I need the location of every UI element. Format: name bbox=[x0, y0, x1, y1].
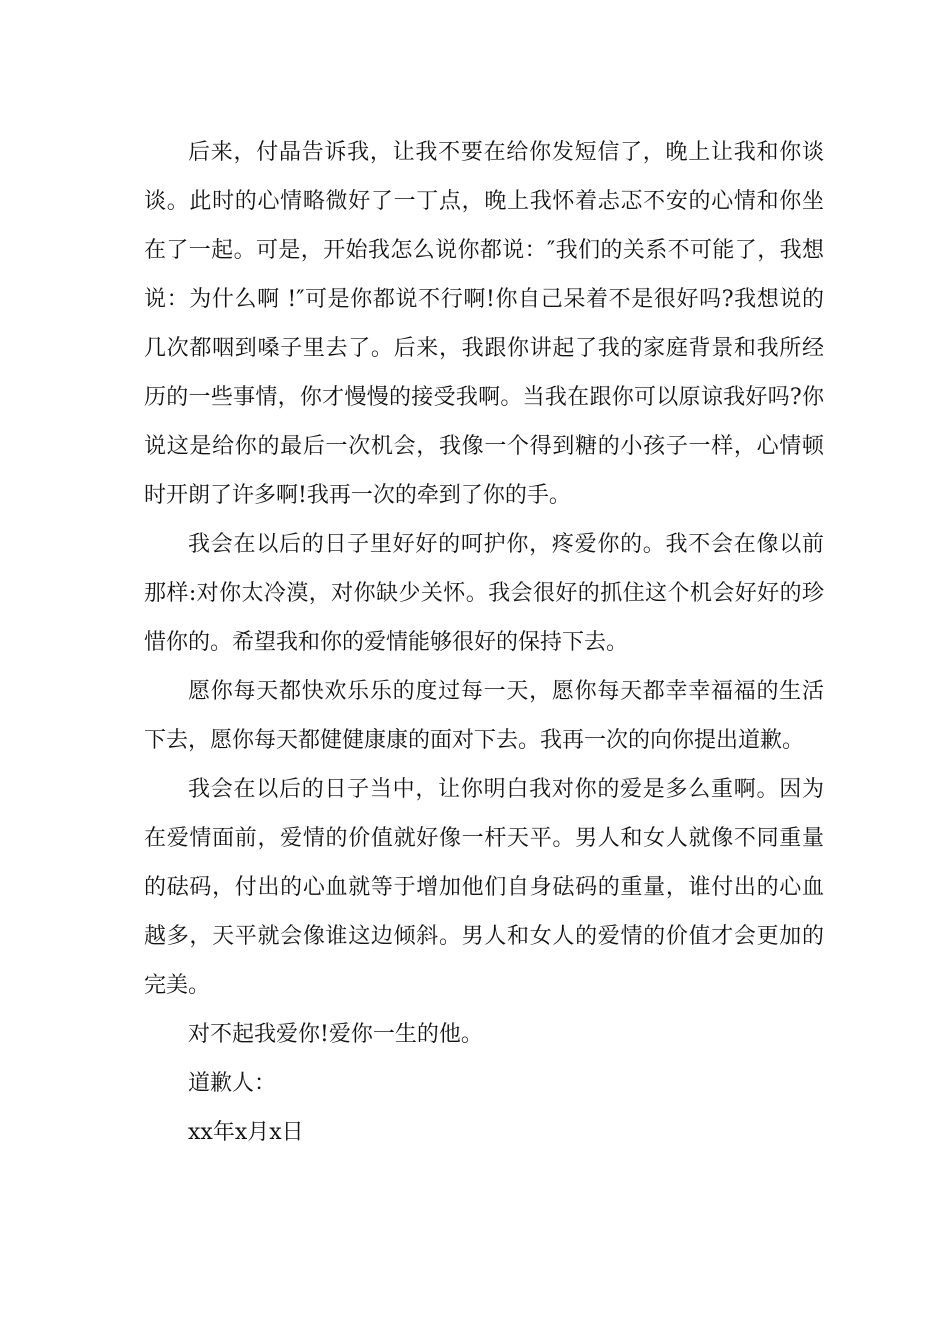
closing-line: 对不起我爱你!爱你一生的他。 bbox=[188, 1022, 483, 1047]
letter-body bbox=[144, 128, 824, 1157]
paragraph-reconciliation: 后来，付晶告诉我，让我不要在给你发短信了，晚上让我和你谈谈。此时的心情略微好了一丁点，晚上我怀着忐忑不安的心情和你坐在了一起。可是，开始我怎么说你都说：″我们的关系不可能了，我想说：为什么啊 !″可是你都说不行啊!你自己呆着不是很好吗?我想说的几次都咽到嗓子里去了。后来，我跟你讲起了我的家庭背景和我所经历的一些事情，你才慢慢的接受我啊。当我在跟你可以原谅我好吗?你说这是给你的最后一次机会，我像一个得到糖的小孩子一样，心情顿时开朗了许多啊!我再一次的牵到了你的手。 bbox=[144, 140, 824, 508]
signature-label: 道歉人： bbox=[188, 1071, 277, 1096]
paragraph-balance-metaphor: 我会在以后的日子当中，让你明白我对你的爱是多么重啊。因为在爱情面前，爱情的价值就好像一杆天平。男人和女人就像不同重量的砝码，付出的心血就等于增加他们自身砝码的重量，谁付出的心血越多，天平就会像谁这边倾斜。男人和女人的爱情的价值才会更加的完美。 bbox=[144, 777, 824, 998]
paragraph-promise: 我会在以后的日子里好好的呵护你，疼爱你的。我不会在像以前那样:对你太冷漠，对你缺少关怀。我会很好的抓住这个机会好好的珍惜你的。希望我和你的爱情能够很好的保持下去。 bbox=[144, 532, 824, 655]
date-line: xx年x月x日 bbox=[188, 1120, 304, 1145]
paragraph-wishes: 愿你每天都快欢乐乐的度过每一天，愿你每天都幸幸福福的生活下去，愿你每天都健健康康的面对下去。我再一次的向你提出道歉。 bbox=[144, 679, 824, 753]
